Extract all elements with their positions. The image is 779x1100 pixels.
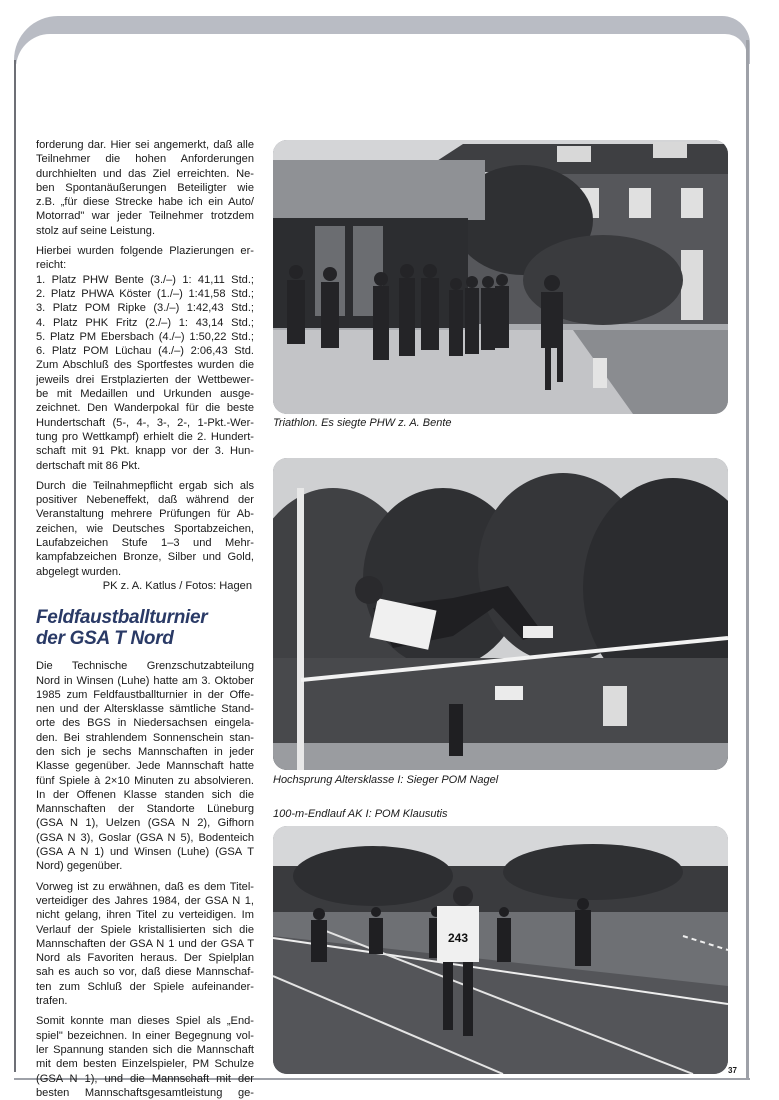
- text-line: dertschaft mit 86 Pkt.: [36, 459, 141, 472]
- text-line: Motorrad" war jeder Teilnehmer trotzdem: [36, 210, 254, 223]
- text-line: schaft mit 91 Pkt. knapp vor der 3. Hun-: [36, 445, 254, 458]
- heading-line: Feldfaustballturnier: [36, 607, 208, 629]
- placement-item: 4. Platz PHK Fritz (2./–) 1: 43,14 Std.;: [36, 316, 254, 329]
- text-line: Somit konnte man dieses Spiel als „End-: [36, 1015, 254, 1028]
- text-line: Mannschaften der Standorte Lüneburg: [36, 803, 254, 816]
- runner-bib-number: 243: [447, 931, 469, 945]
- triathlon-caption: Triathlon. Es siegte PHW z. A. Bente: [273, 417, 452, 429]
- text-line: Veranstaltung mehrere Prüfungen für Ab-: [36, 508, 254, 521]
- text-line: den sich je sechs Mannschaften in jeder: [36, 745, 254, 758]
- text-line: nen und der Altersklasse sämtliche Stand-: [36, 703, 254, 716]
- text-line: stolz auf seine Leistung.: [36, 224, 156, 237]
- text-line: verteidiger des Jahres 1984, der GSA N 1,: [36, 894, 254, 907]
- text-line: (GSA A N 1) und Winsen (Luhe) (GSA T: [36, 846, 254, 859]
- text-line: Mannschaften der GSA N 1 und der GSA T: [36, 937, 254, 950]
- text-line: trafen.: [36, 995, 68, 1008]
- tournament-paragraph: [36, 659, 254, 873]
- placements-paragraph: [36, 244, 254, 358]
- text-line: z.B. „für diese Strecke habe ich ein Auto/: [36, 196, 254, 209]
- page-border-right: [746, 40, 749, 1080]
- highjump-caption: Hochsprung Altersklasse I: Sieger POM Nagel: [273, 774, 499, 786]
- text-line: Die Technische Grenzschutzabteilung: [36, 660, 254, 673]
- text-line: Nord in Winsen (Luhe) hatte am 3. Oktober: [36, 674, 254, 687]
- text-line: Hundertschaft (5-, 4-, 3-, 2-, 1-Pkt.-Wer-: [36, 416, 254, 429]
- text-line: Nord) gegenüber.: [36, 860, 123, 873]
- highjump-photo: [273, 458, 728, 770]
- intro-paragraph: [36, 138, 254, 238]
- text-line: mit dem besten Einzelspieler, PM Schulze: [36, 1058, 254, 1071]
- article-heading: [36, 607, 254, 649]
- heading-line: der GSA T Nord: [36, 628, 174, 650]
- favorites-paragraph: [36, 880, 254, 1009]
- text-line: fünf Spiele à 2×10 Minuten zu absolvieren.: [36, 774, 254, 787]
- text-line: (GSA N 1), Uelzen (GSA N 2), Gifhorn: [36, 817, 254, 830]
- placement-item: 3. Platz POM Ripke (3./–) 1:42,43 Std.;: [36, 302, 254, 315]
- placement-item: 5. Platz PM Ebersbach (4./–) 1:50,22 Std.;: [36, 330, 254, 343]
- text-line: zeichnet. Den Wanderpokal für die beste: [36, 402, 254, 415]
- text-line: Vorweg ist zu erwähnen, daß es dem Titel-: [36, 880, 254, 893]
- text-line: Verlauf der Spiele kristallisierten sich die: [36, 923, 254, 936]
- text-line: be mit Medaillen und Urkunden ausge-: [36, 388, 254, 401]
- text-line: ten zum Schluß der Spiele aufeinander-: [36, 980, 254, 993]
- text-line: spiel" bezeichnen. In einer Begegnung vol-: [36, 1029, 254, 1042]
- text-line: zeichen, wie Deutsches Sportabzeichen,: [36, 522, 254, 535]
- triathlon-photo: [273, 140, 728, 414]
- text-line: Durch die Teilnahmepflicht ergab sich als: [36, 479, 254, 492]
- text-line: positiver Nebeneffekt, daß während der: [36, 494, 254, 507]
- text-line: Nord als Favoriten heraus. Der Spielplan: [36, 952, 254, 965]
- text-line: durchhielten und das Ziel erreichten. Ne-: [36, 167, 254, 180]
- text-line: Hierbei wurden folgende Plazierungen er-: [36, 245, 254, 258]
- page-number: 37: [728, 1066, 737, 1075]
- author-credit: PK z. A. Katlus / Fotos: Hagen: [102, 579, 252, 592]
- text-line: sah es auch so vor, daß diese Mannschaf-: [36, 966, 254, 979]
- text-line: tung pro Wettkampf) erhielt die 2. Hundert-: [36, 430, 254, 443]
- text-line: kampfabzeichen Bronze, Silber und Gold,: [36, 551, 254, 564]
- text-line: reicht:: [36, 259, 67, 272]
- text-line: ler Spannung standen sich die Mannschaft: [36, 1043, 254, 1056]
- text-line: den. Bei strahlendem Sonnenschein stan-: [36, 731, 254, 744]
- text-line: Klasse gegenüber. Jede Mannschaft hatte: [36, 760, 254, 773]
- placement-item: 1. Platz PHW Bente (3./–) 1: 41,11 Std.;: [36, 273, 254, 286]
- text-line: (GSA N 1), und die Mannschaft mit der: [36, 1072, 254, 1085]
- text-line: Laufabzeichen Stufe 1–3 und Mehr-: [36, 537, 254, 550]
- text-line: 1985 zum Feldfaustballturnier in der Offe-: [36, 688, 254, 701]
- placement-item: 6. Platz POM Lüchau (4./–) 2:06,43 Std.: [36, 345, 254, 358]
- article-text-column: [36, 138, 254, 1100]
- text-line: Teilnehmer die hohen Anforderungen: [36, 153, 254, 166]
- effect-paragraph: [36, 479, 254, 579]
- text-line: abgelegt wurden.: [36, 565, 122, 578]
- text-line: nicht gelang, ihren Titel zu verteidigen. Im: [36, 909, 254, 922]
- page-border-left: [14, 60, 16, 1072]
- text-line: In der Offenen Klasse standen sich die: [36, 788, 254, 801]
- text-line: Zum Abschluß des Sportfestes wurden die: [36, 359, 254, 372]
- ceremony-paragraph: [36, 358, 254, 472]
- text-line: jeweils drei Erstplazierten der Wettbewer-: [36, 373, 254, 386]
- text-line: besten Mannschaftsgesamtleistung ge-: [36, 1086, 254, 1099]
- sprint-photo: [273, 826, 728, 1074]
- text-line: (GSA N 3), Goslar (GSA N 5), Bodenteich: [36, 831, 254, 844]
- placement-item: 2. Platz PHWA Köster (1./–) 1:41,58 Std.;: [36, 287, 254, 300]
- text-line: ben Spontanäußerungen Beteiligter wie: [36, 181, 254, 194]
- text-line: orte des BGS in Niedersachsen eingela-: [36, 717, 254, 730]
- sprint-caption: 100-m-Endlauf AK I: POM Klausutis: [273, 808, 448, 820]
- text-line: forderung dar. Hier sei angemerkt, daß alle: [36, 139, 254, 151]
- final-paragraph: [36, 1014, 254, 1100]
